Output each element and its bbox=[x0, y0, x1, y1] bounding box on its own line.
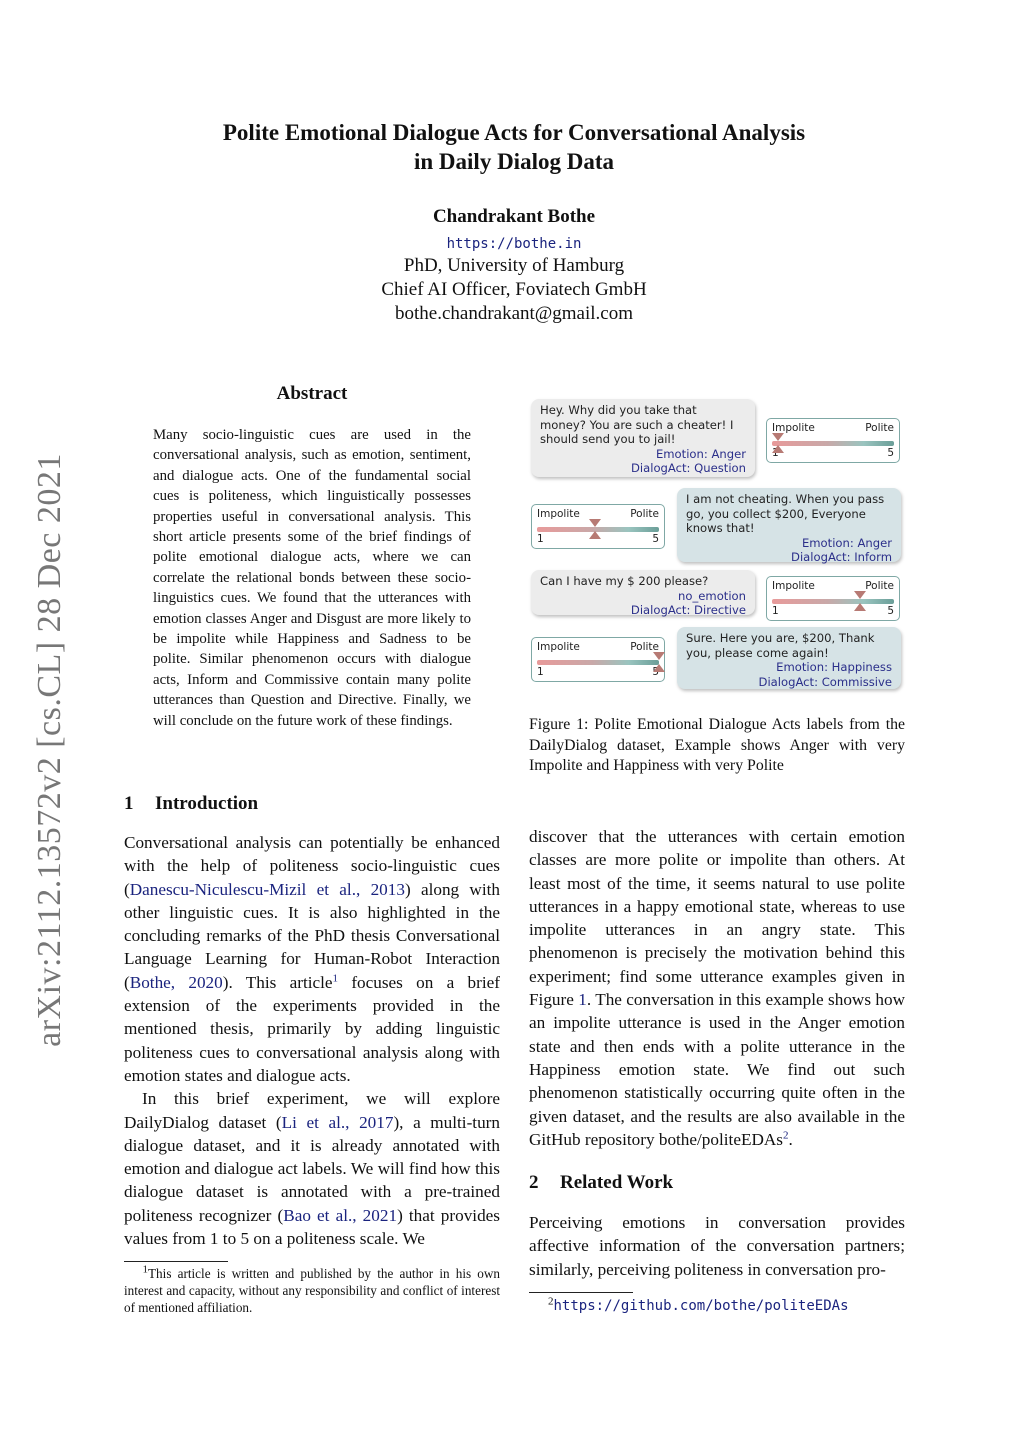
emotion-label: Emotion: Anger bbox=[655, 446, 746, 461]
footnote-marker[interactable]: 1 bbox=[332, 972, 339, 985]
politeness-gauge-1 bbox=[766, 418, 900, 463]
section-heading-introduction bbox=[124, 793, 258, 815]
github-url-link[interactable]: https://github.com/bothe/politeEDAs bbox=[553, 1298, 849, 1314]
affiliation-2: Chief AI Officer, Foviatech GmbH bbox=[381, 279, 647, 300]
citation-link[interactable]: Li et al., 2017 bbox=[281, 1112, 394, 1132]
section-title: Introduction bbox=[155, 793, 259, 814]
arxiv-identifier bbox=[20, 450, 80, 1050]
related-work-text: Perceiving emotions in conversation provides affective information of the conversation partners; similarly, perceiving politeness in conversation pro- bbox=[529, 1213, 905, 1279]
abstract-heading: Abstract bbox=[276, 383, 348, 404]
gauge-polite-label: Polite bbox=[865, 580, 894, 592]
abstract-text: Many socio-linguistic cues are used in the conversational analysis, such as emotion, sentiment, and dialogue acts. One of the fundamental social cues is politeness, which linguistically possesses properties useful in conversational analysis. This short article presents some of the brief findings of polite emotional dialogue acts, where we can correlate the relational bonds between these socio-linguistics cues. We found that the utterances with emotion classes Anger and Disgust are more likely to be impolite while Happiness and Sadness to be polite. Similar phenomenon occurs with dialogue acts, Inform and Commissive contain many polite utterances than Question and Directive. Finally, we will conclude on the future work of these findings. bbox=[153, 427, 471, 729]
gauge-marker-bottom bbox=[589, 531, 601, 539]
section-number: 2 bbox=[529, 1172, 539, 1193]
intro-paragraph-2: In this brief experiment, we will explore DailyDialog dataset (Li et al., 2017), a multi-turn dialogue dataset, and it is already annotated with emotion and dialogue act labels. We will find how this dialogue dataset is annotated with a pre-trained politeness recognizer (Bao et al., 2021) that provides values from 1 to 5 on a politeness scale. We bbox=[124, 1089, 500, 1249]
footnote-1: $^1$This article is written and published by the author in his own interest and capacity, without any responsibility and conflict of interest of mentioned affiliation. bbox=[124, 1263, 500, 1315]
gauge-marker-bottom bbox=[653, 664, 665, 672]
utterance-text: I am not cheating. When you pass go, you collect $200, Everyone knows that! bbox=[686, 492, 885, 536]
gauge-impolite-label: Impolite bbox=[772, 422, 815, 434]
utterance-bubble-2 bbox=[677, 488, 901, 565]
gauge-bar bbox=[772, 441, 894, 446]
utterance-bubble-4 bbox=[677, 627, 901, 689]
citation-link[interactable]: Bothe, 2020 bbox=[129, 972, 223, 992]
introduction-continued-text: discover that the utterances with certain emotion classes are more polite or impolite than others. At least most of the time, it seems natural to use polite utterances in a happy emotional state, whereas to use impolite utterances in an angry state. This phenomenon is precisely the motivation behind this experiment; find some utterance examples given in Figure 1. The conversation in this example shows how an impolite utterance is used in the Anger emotion state and then ends with a polite utterance in the Happiness emotion state. We find out such phenomenon statistically occurring quite often in the given dataset, and the results are also available in the GitHub repository bothe/politeEDAs$^2$. bbox=[529, 827, 905, 1149]
utterance-text: Hey. Why did you take that money? You are such a cheater! I should send you to jail! bbox=[540, 403, 734, 447]
gauge-marker-bottom bbox=[772, 445, 784, 453]
utterance-bubble-1 bbox=[531, 399, 755, 477]
gauge-impolite-label: Impolite bbox=[537, 508, 580, 520]
gauge-min: 1 bbox=[537, 533, 544, 545]
affiliation-1: PhD, University of Hamburg bbox=[403, 255, 625, 276]
gauge-marker bbox=[653, 652, 665, 660]
title-line-1: Polite Emotional Dialogue Acts for Conversational Analysis bbox=[222, 120, 806, 145]
gauge-max: 5 bbox=[652, 533, 659, 545]
author-url-link[interactable]: https://bothe.in bbox=[446, 236, 582, 252]
dialog-act-label: DialogAct: Commissive bbox=[758, 674, 892, 689]
author-email: bothe.chandrakant@gmail.com bbox=[394, 303, 634, 324]
gauge-marker-bottom bbox=[854, 603, 866, 611]
footnote-rule bbox=[124, 1261, 228, 1262]
paper-title bbox=[120, 118, 908, 176]
gauge-max: 5 bbox=[887, 447, 894, 459]
section-heading-related-work bbox=[529, 1172, 673, 1194]
gauge-impolite-label: Impolite bbox=[537, 641, 580, 653]
gauge-polite-label: Polite bbox=[630, 641, 659, 653]
gauge-min: 1 bbox=[772, 605, 779, 617]
emotion-label: no_emotion bbox=[678, 588, 746, 603]
gauge-polite-label: Polite bbox=[865, 422, 894, 434]
politeness-gauge-3 bbox=[766, 576, 900, 621]
gauge-impolite-label: Impolite bbox=[772, 580, 815, 592]
gauge-max: 5 bbox=[887, 605, 894, 617]
politeness-gauge-4 bbox=[531, 637, 665, 682]
citation-link[interactable]: Bao et al., 2021 bbox=[283, 1205, 398, 1225]
politeness-gauge-2 bbox=[531, 504, 665, 549]
figure-caption: Figure 1: Polite Emotional Dialogue Acts labels from the DailyDialog dataset, Example shows Anger with very Impolite and Happiness with very Polite bbox=[529, 716, 905, 775]
introduction-text bbox=[124, 831, 500, 1250]
gauge-bar bbox=[772, 599, 894, 604]
footnote-2[interactable]: $^2$https://github.com/bothe/politeEDAs bbox=[548, 1295, 849, 1314]
gauge-polite-label: Polite bbox=[630, 508, 659, 520]
utterance-text: Sure. Here you are, $200, Thank you, please come again! bbox=[686, 631, 875, 660]
arxiv-identifier-text: arXiv:2112.13572v2 [cs.CL] 28 Dec 2021 bbox=[31, 453, 68, 1047]
citation-link[interactable]: Danescu-Niculescu-Mizil et al., 2013 bbox=[129, 879, 405, 899]
footnote-marker[interactable]: 2 bbox=[782, 1129, 789, 1142]
author-name: Chandrakant Bothe bbox=[432, 206, 596, 227]
dialog-act-label: DialogAct: Directive bbox=[630, 603, 746, 618]
gauge-min: 1 bbox=[537, 666, 544, 678]
utterance-text: Can I have my $ 200 please? bbox=[540, 574, 709, 588]
gauge-marker bbox=[772, 433, 784, 441]
dialog-act-label: DialogAct: Question bbox=[630, 461, 746, 476]
gauge-marker bbox=[589, 519, 601, 527]
emotion-label: Emotion: Happiness bbox=[776, 660, 892, 675]
intro-paragraph-1: Conversational analysis can potentially be enhanced with the help of politeness socio-linguistic cues (Danescu-Niculescu-Mizil et al., 2013) along with other linguistic cues. It is also highlighted in the concluding remarks of the PhD thesis Conversational Language Learning for Human-Robot Interaction (Bothe, 2020). This article$^1$ focuses on a brief extension of the experiments provided in the mentioned thesis, primarily by adding linguistic politeness cues to conversational analysis along with emotion states and dialogue acts. bbox=[124, 833, 500, 1085]
emotion-label: Emotion: Anger bbox=[801, 535, 892, 550]
section-number: 1 bbox=[124, 793, 134, 814]
footnote-rule bbox=[529, 1292, 633, 1293]
title-line-2: in Daily Dialog Data bbox=[414, 149, 614, 174]
utterance-bubble-3 bbox=[531, 570, 755, 618]
gauge-marker bbox=[854, 591, 866, 599]
gauge-max: 5 bbox=[652, 666, 659, 678]
figure-reference-link[interactable]: 1 bbox=[578, 990, 587, 1010]
section-title: Related Work bbox=[560, 1172, 674, 1193]
dialog-act-label: DialogAct: Inform bbox=[791, 550, 892, 565]
gauge-bar bbox=[537, 660, 659, 665]
gauge-min: 1 bbox=[772, 447, 779, 459]
